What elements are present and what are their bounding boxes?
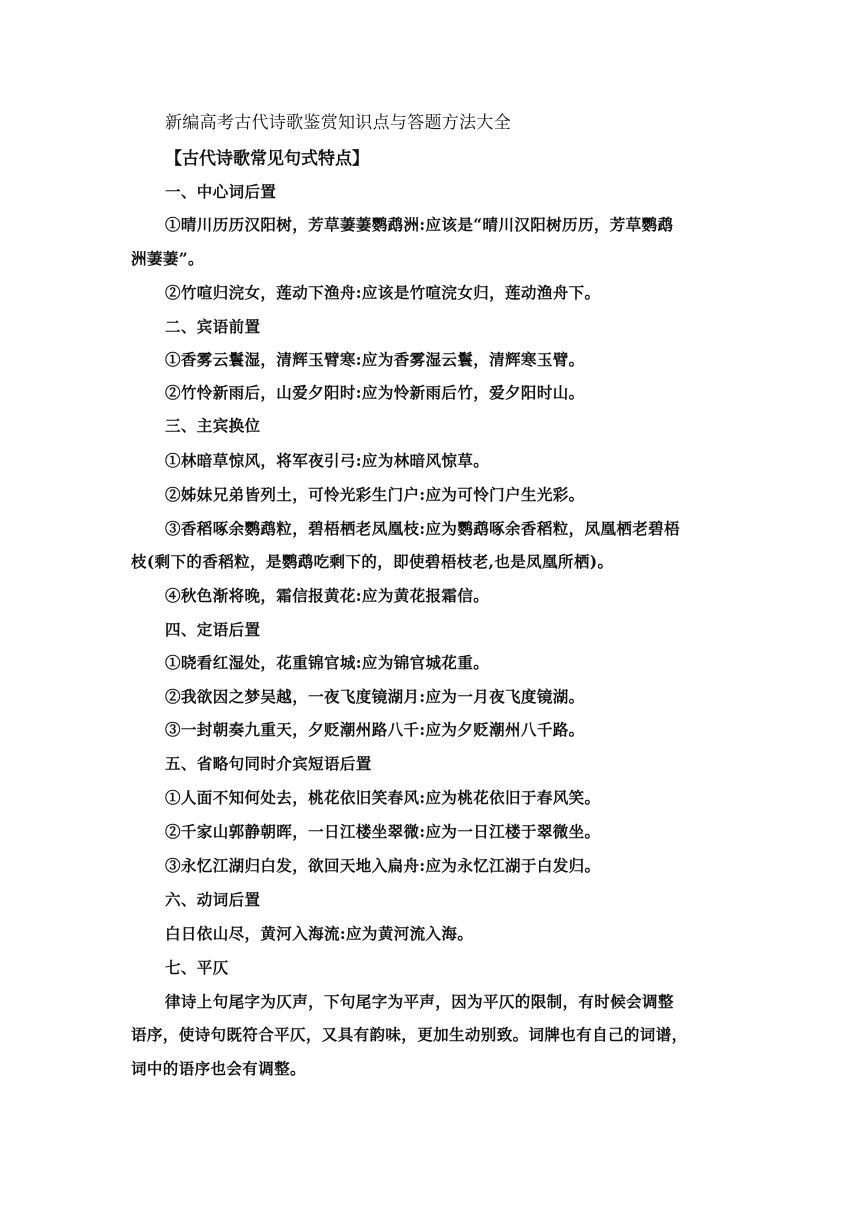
body-line: ②我欲因之梦吴越，一夜飞度镜湖月:应为一月夜飞度镜湖。 [165, 687, 585, 706]
body-line: ③香稻啄余鹦鹉粒，碧梧栖老凤凰枝:应为鹦鹉啄余香稻粒，凤凰栖老碧梧 [165, 519, 680, 538]
body-line: ③一封朝奏九重天，夕贬潮州路八千:应为夕贬潮州八千路。 [165, 720, 585, 739]
body-line: ④秋色渐将晚，霜信报黄花:应为黄花报霜信。 [165, 586, 490, 605]
document-title: 新编高考古代诗歌鉴赏知识点与答题方法大全 [165, 113, 511, 133]
section-heading: 【古代诗歌常见句式特点】 [165, 149, 369, 169]
subheading-6: 六、动词后置 [165, 890, 261, 909]
body-line: 白日依山尽，黄河入海流:应为黄河流入海。 [165, 924, 474, 943]
body-line: ①林暗草惊风，将军夜引弓:应为林暗风惊草。 [165, 451, 490, 470]
body-line: ①晓看红湿处，花重锦官城:应为锦官城花重。 [165, 653, 490, 672]
body-line: ①人面不知何处去，桃花依旧笑春风:应为桃花依旧于春风笑。 [165, 788, 601, 807]
subheading-7: 七、平仄 [165, 958, 229, 977]
body-line: ②千家山郭静朝晖，一日江楼坐翠微:应为一日江楼于翠微坐。 [165, 822, 601, 841]
subheading-2: 二、宾语前置 [165, 317, 261, 336]
subheading-4: 四、定语后置 [165, 620, 261, 639]
body-line: ①晴川历历汉阳树，芳草萋萋鹦鹉洲:应该是“晴川汉阳树历历，芳草鹦鹉 [165, 215, 674, 234]
body-line: 律诗上句尾字为仄声，下句尾字为平声，因为平仄的限制，有时候会调整 [165, 992, 674, 1011]
subheading-1: 一、中心词后置 [165, 182, 277, 201]
body-line: 枝(剩下的香稻粒，是鹦鹉吃剩下的，即使碧梧枝老,也是凤凰所栖)。 [131, 552, 614, 571]
body-line: ①香雾云鬟湿，清辉玉臂寒:应为香雾湿云鬟，清辉寒玉臂。 [165, 350, 585, 369]
body-line: ②竹喧归浣女，莲动下渔舟:应该是竹喧浣女归，莲动渔舟下。 [165, 283, 601, 302]
body-line: 词中的语序也会有调整。 [131, 1059, 306, 1078]
body-line: 语序，使诗句既符合平仄，又具有韵味，更加生动别致。词牌也有自己的词谱， [131, 1025, 688, 1044]
subheading-3: 三、主宾换位 [165, 416, 261, 435]
body-line: ③永忆江湖归白发，欲回天地入扁舟:应为永忆江湖于白发归。 [165, 856, 601, 875]
body-line: ②竹怜新雨后，山爱夕阳时:应为怜新雨后竹，爱夕阳时山。 [165, 383, 585, 402]
body-line: ②姊妹兄弟皆列土，可怜光彩生门户:应为可怜门户生光彩。 [165, 485, 585, 504]
subheading-5: 五、省略句同时介宾短语后置 [165, 754, 372, 773]
body-line: 洲萋萋”。 [131, 249, 204, 268]
